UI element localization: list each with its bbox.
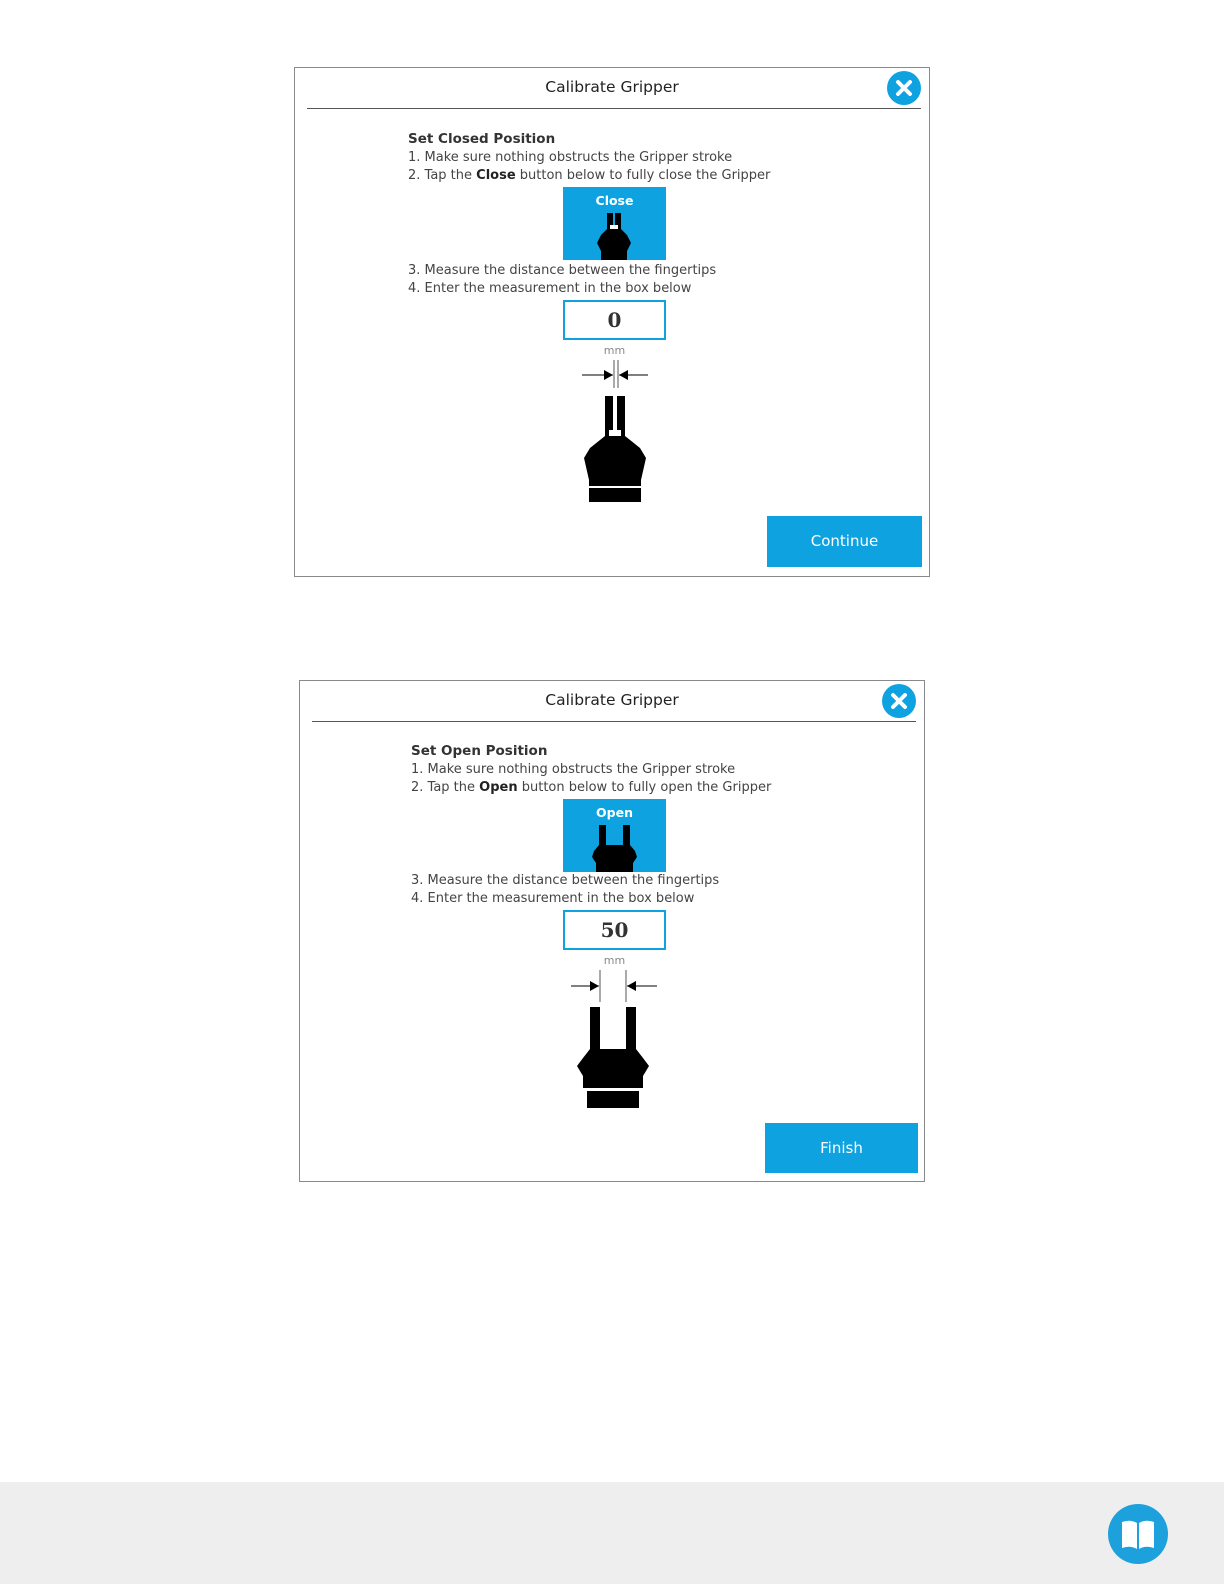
measurement-input[interactable] <box>563 910 666 950</box>
close-dialog-button[interactable] <box>887 71 921 105</box>
continue-button[interactable]: Continue <box>767 516 922 567</box>
open-button-label: Open <box>596 805 633 820</box>
section-heading: Set Open Position <box>411 743 548 759</box>
unit-label: mm <box>603 344 626 357</box>
instruction-step-1: 1. Make sure nothing obstructs the Gripper stroke <box>408 150 733 165</box>
calibrate-gripper-dialog-closed <box>294 67 930 577</box>
documentation-button[interactable] <box>1108 1504 1168 1564</box>
dialog-title: Calibrate Gripper <box>545 78 679 96</box>
close-icon <box>887 71 921 105</box>
close-button-label: Close <box>595 193 634 208</box>
book-icon <box>1108 1504 1168 1564</box>
finish-button[interactable]: Finish <box>765 1123 918 1173</box>
title-divider <box>307 108 921 109</box>
close-gripper-button[interactable] <box>563 187 666 260</box>
instruction-step-3: 3. Measure the distance between the fingertips <box>411 873 720 888</box>
calibrate-gripper-dialog-open <box>299 680 925 1182</box>
instruction-step-4: 4. Enter the measurement in the box below <box>411 891 695 906</box>
measurement-input[interactable] <box>563 300 666 340</box>
instruction-step-2: 2. Tap the Close button below to fully close the Gripper <box>408 168 771 183</box>
instruction-step-1: 1. Make sure nothing obstructs the Gripper stroke <box>411 762 736 777</box>
close-dialog-button[interactable] <box>882 684 916 718</box>
title-divider <box>312 721 916 722</box>
instruction-step-2: 2. Tap the Open button below to fully open the Gripper <box>411 780 772 795</box>
unit-label: mm <box>603 954 626 967</box>
instruction-step-3: 3. Measure the distance between the fingertips <box>408 263 717 278</box>
close-icon <box>882 684 916 718</box>
gripper-open-icon <box>563 799 666 872</box>
dialog-title: Calibrate Gripper <box>545 691 679 709</box>
instruction-step-4: 4. Enter the measurement in the box below <box>408 281 692 296</box>
section-heading: Set Closed Position <box>408 131 556 147</box>
open-gripper-button[interactable] <box>563 799 666 872</box>
page-footer <box>0 1482 1224 1584</box>
gripper-open-diagram <box>563 970 666 1118</box>
gripper-closed-diagram <box>563 360 666 508</box>
gripper-closed-icon <box>563 187 666 260</box>
